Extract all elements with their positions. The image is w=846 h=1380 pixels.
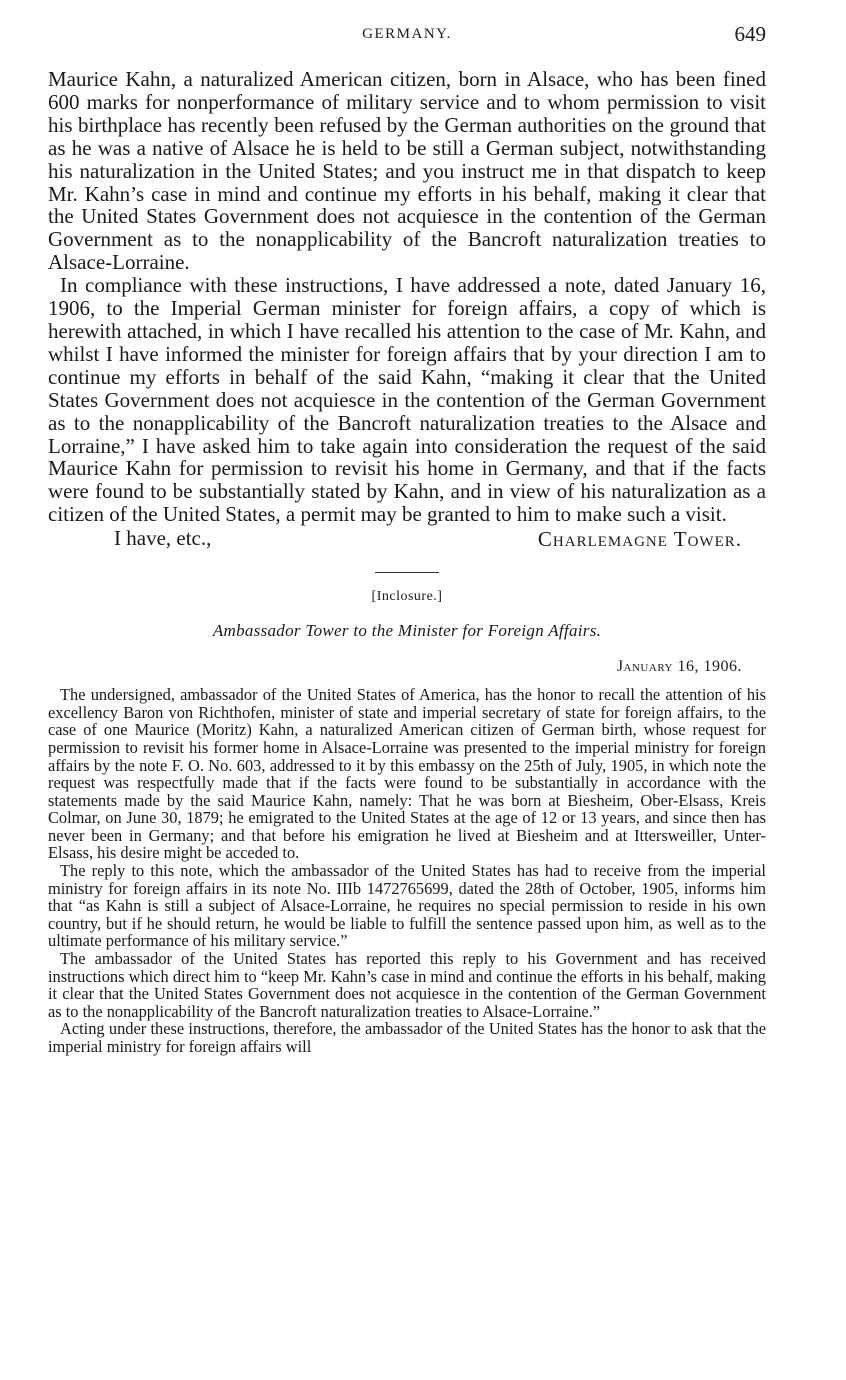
section-divider xyxy=(375,572,439,573)
letter-paragraph-2: In compliance with these instructions, I have addressed a note, dated January 16, 1906, to the Imperial German minister for foreign affairs, a copy of which is herewith attached, in which I have recalled his attention to the case of Mr. Kahn, and whilst I have informed the minister for foreign affairs that by your direction I am to continue my efforts in behalf of the said Kahn, “making it clear that the United States Government does not acquiesce in the contention of the German Government as to the nonapplicability of the Bancroft naturalization treaties to the Alsace and Lorraine,” I have asked him to take again into consideration the request of the said Maurice Kahn for permission to revisit his home in Germany, and that if the facts were found to be substantially stated by Kahn, and in view of his naturalization as a citizen of the United States, a permit may be granted to him to make such a visit. xyxy=(48,273,766,527)
enclosure-body xyxy=(48,686,766,1055)
inclosure-label: [Inclosure.] xyxy=(371,589,443,605)
enclosure-title: Ambassador Tower to the Minister for Foreign Affairs. xyxy=(212,621,602,641)
signoff xyxy=(48,526,766,550)
enclosure-paragraph-1: The undersigned, ambassador of the United States of America, has the honor to recall the attention of his excellency Baron von Richthofen, minister of state and imperial secretary of state for foreign affairs, to the case of one Maurice (Moritz) Kahn, a naturalized American citizen of German birth, whose request for permission to revisit his former home in Alsace-Lorraine was presented to the imperial ministry for foreign affairs by the note F. O. No. 603, addressed to it by this embassy on the 25th of July, 1905, in which note the request was respectfully made that if the facts were found to be substantially in accordance with the statements made by the said Maurice Kahn, namely: That he was born at Biesheim, Ober-Elsass, Kreis Colmar, on June 30, 1879; he emigrated to the United States at the age of 12 or 13 years, and since then has never been in Germany; and that before his emigration he lived at Biesheim and at Ittersweiller, Unter-Elsass, his desire might be acceded to. xyxy=(48,685,766,863)
enclosure-paragraph-3: The ambassador of the United States has reported this reply to his Government and has received instructions which direct him to “keep Mr. Kahn’s case in mind and continue the efforts in his behalf, making it clear that the United States Government does not acquiesce in the contention of the German Government as to the nonapplicability of the Bancroft naturalization treaties to Alsace-Lorraine.” xyxy=(48,949,766,1021)
document-page xyxy=(48,24,766,1056)
letter-body xyxy=(48,68,766,526)
letter-paragraph-1: Maurice Kahn, a naturalized American citizen, born in Alsace, who has been fined 600 marks for nonperformance of military service and to whom permission to visit his birthplace has recently been refused by the German authorities on the ground that as he was a native of Alsace he is held to be still a German subject, notwithstanding his naturalization in the United States; and you instruct me in that dispatch to keep Mr. Kahn’s case in mind and continue my efforts in his behalf, making it clear that the United States Government does not acquiesce in the contention of the German Government as to the nonapplicability of the Bancroft naturalization treaties to Alsace-Lorraine. xyxy=(48,67,766,275)
enclosure-paragraph-4: Acting under these instructions, therefore, the ambassador of the United States has the honor to ask that the imperial ministry for foreign affairs will xyxy=(48,1019,766,1056)
closing-line: I have, etc., xyxy=(114,526,212,551)
enclosure-date-text: January 16, 1906. xyxy=(616,658,742,676)
page-number: 649 xyxy=(734,22,766,46)
signature: Charlemagne Tower. xyxy=(537,527,742,552)
enclosure-date xyxy=(48,658,766,676)
page-header xyxy=(48,24,766,54)
running-title: GERMANY. xyxy=(362,26,452,42)
enclosure-paragraph-2: The reply to this note, which the ambassador of the United States has had to receive from the imperial ministry for foreign affairs in its note No. IIIb 1472765699, dated the 28th of October, 1905, informs him that “as Kahn is still a subject of Alsace-Lorraine, he requires no special permission to reside in his own country, but if he should return, he would be liable to fulfill the sentence passed upon him, as well as to the ultimate performance of his military service.” xyxy=(48,861,766,951)
